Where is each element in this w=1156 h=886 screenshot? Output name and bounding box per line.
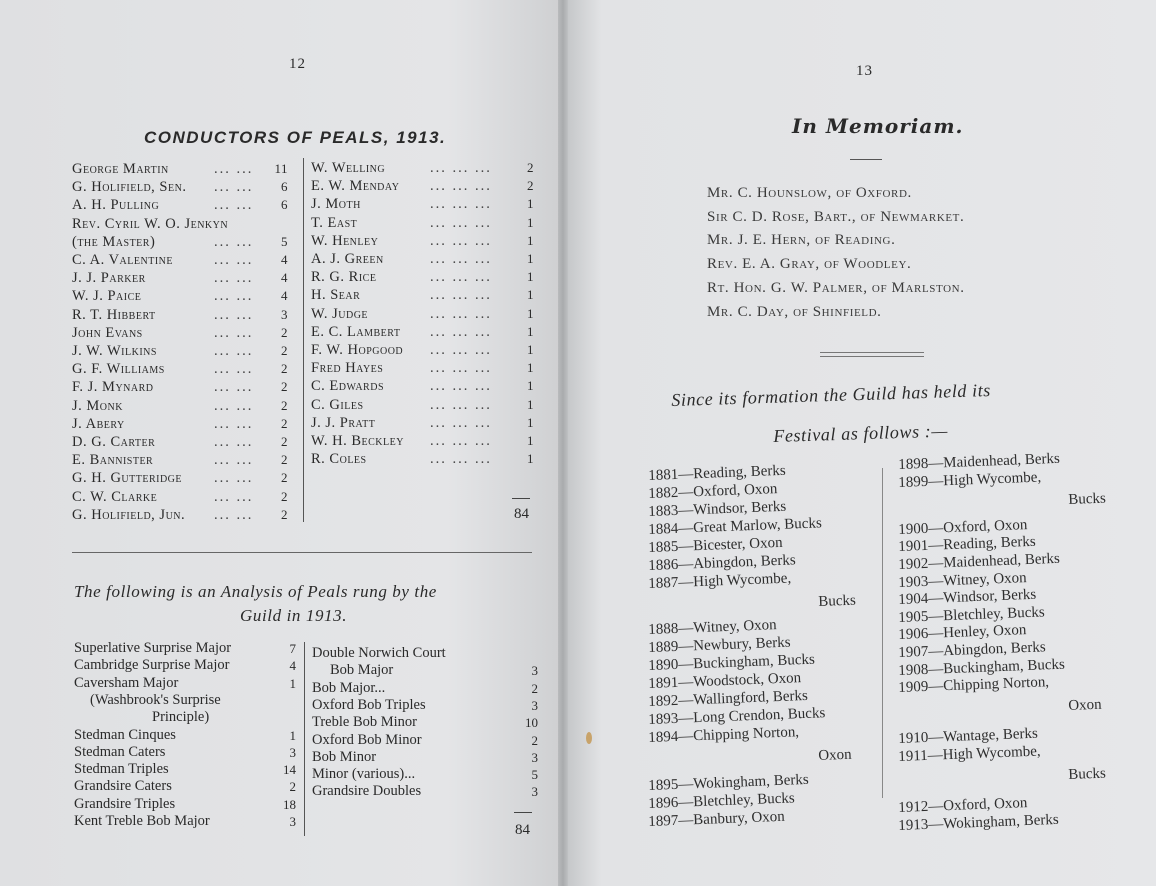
method-name: Grandsire Doubles	[312, 783, 422, 800]
festival-entry: 1902—Maidenhead, Berks	[898, 550, 1061, 573]
analysis-row	[330, 662, 546, 679]
festival-entry: Oxon	[1068, 696, 1102, 714]
leader-dots: ... ...	[214, 306, 254, 323]
conductor-name: D. G. Carter	[72, 434, 156, 450]
analysis-row	[90, 692, 304, 709]
conductor-name: R. G. Rice	[311, 269, 377, 286]
conductor-name: F. W. Hopgood	[311, 342, 404, 358]
festival-entry: 1909—Chipping Norton,	[898, 674, 1050, 697]
conductor-count: 11	[274, 161, 288, 176]
method-name: Principle)	[152, 709, 210, 726]
festival-entry: 1900—Oxford, Oxon	[898, 516, 1028, 538]
conductor-name: C. A. Valentine	[72, 252, 173, 268]
conductor-count: 2	[281, 343, 288, 358]
conductor-row	[72, 160, 290, 178]
conductor-row	[72, 360, 290, 378]
conductor-row	[311, 232, 536, 250]
festival-entry: 1888—Witney, Oxon	[648, 617, 777, 638]
leader-dots: ... ...	[214, 288, 254, 305]
conductor-count: 1	[527, 305, 534, 321]
festival-entry: 1907—Abingdon, Berks	[898, 639, 1047, 661]
festival-entry: 1912—Oxford, Oxon	[898, 795, 1028, 817]
method-name: Bob Major	[330, 662, 394, 679]
leader-dots: ... ...	[214, 270, 254, 287]
method-name: Grandsire Triples	[74, 795, 176, 812]
conductor-count: 1	[527, 251, 534, 266]
leader-dots: ... ... ...	[430, 178, 492, 195]
festival-entry: 1889—Newbury, Berks	[648, 634, 791, 656]
leader-dots: ... ... ...	[430, 232, 492, 249]
conductor-count: 2	[527, 160, 534, 175]
analysis-row	[74, 657, 304, 674]
conductor-name: George Martin	[72, 161, 169, 177]
conductor-name: A. H. Pulling	[72, 197, 160, 214]
memoriam-entry: Rev. E. A. Gray, of Woodley.	[707, 256, 912, 273]
festival-entry: 1892—Wallingford, Berks	[648, 687, 809, 710]
leader-dots: ... ...	[214, 488, 254, 505]
conductor-count: 2	[527, 178, 534, 194]
conductor-row	[72, 506, 290, 524]
analysis-row	[74, 778, 304, 795]
conductor-name: W. Henley	[311, 232, 379, 249]
analysis-row	[312, 766, 546, 783]
leader-dots: ... ...	[214, 379, 254, 396]
conductor-name: W. J. Paice	[72, 288, 142, 305]
conductor-name: Fred Hayes	[311, 360, 384, 377]
analysis-row	[152, 709, 304, 726]
conductor-name: J. Monk	[72, 397, 123, 414]
conductor-count: 2	[281, 434, 288, 449]
conductor-row	[72, 196, 290, 214]
festival-entry: Bucks	[1068, 490, 1107, 509]
leader-dots: ... ...	[214, 343, 254, 359]
festival-entry: 1887—High Wycombe,	[648, 570, 792, 592]
conductor-count: 2	[281, 488, 288, 504]
conductor-name: F. J. Mynard	[72, 379, 154, 396]
festival-entry: Bucks	[1068, 765, 1107, 783]
conductor-row	[72, 469, 290, 487]
conductor-count: 1	[527, 269, 534, 285]
method-count: 3	[531, 749, 538, 765]
festival-entry: 1898—Maidenhead, Berks	[898, 450, 1061, 473]
method-count: 2	[289, 779, 296, 795]
leader-dots: ... ...	[214, 397, 254, 414]
festival-entry: 1910—Wantage, Berks	[898, 726, 1039, 748]
analysis-row	[74, 675, 304, 692]
conductor-count: 2	[281, 470, 288, 486]
festival-entry: 1883—Windsor, Berks	[648, 498, 787, 520]
method-count: 3	[531, 663, 538, 679]
conductors-title: CONDUCTORS OF PEALS, 1913.	[144, 128, 447, 147]
section-divider	[72, 552, 532, 553]
method-count: 2	[531, 680, 538, 696]
memoriam-entry: Mr. C. Hounslow, of Oxford.	[707, 185, 912, 201]
method-name: Stedman Triples	[74, 761, 169, 778]
leader-dots: ... ... ...	[430, 305, 492, 322]
conductor-row	[311, 159, 536, 177]
conductor-name: J. W. Wilkins	[72, 343, 157, 359]
conductor-row	[72, 342, 290, 360]
method-count: 3	[531, 784, 538, 800]
method-name: Treble Bob Minor	[312, 714, 417, 731]
conductor-count: 1	[527, 396, 534, 412]
ornament-rule-bottom	[820, 356, 924, 357]
conductor-count: 2	[281, 379, 288, 395]
festival-entry: 1897—Banbury, Oxon	[648, 808, 786, 830]
analysis-row	[312, 680, 546, 697]
analysis-total-rule	[514, 812, 532, 813]
conductor-count: 5	[281, 233, 288, 249]
conductor-row	[72, 397, 290, 415]
analysis-row	[74, 796, 304, 813]
conductor-name: J. Abery	[72, 415, 125, 432]
conductor-count: 2	[281, 361, 288, 377]
conductor-count: 3	[281, 306, 288, 322]
conductor-name: J. Moth	[311, 196, 361, 213]
leader-dots: ... ... ...	[430, 160, 492, 176]
conductor-row	[311, 323, 536, 341]
conductor-name: E. C. Lambert	[311, 323, 401, 340]
leader-dots: ... ... ...	[430, 378, 492, 395]
conductor-name: C. Edwards	[311, 378, 385, 395]
method-name: Oxford Bob Minor	[312, 731, 422, 748]
conductor-name: G. F. Williams	[72, 361, 165, 378]
conductor-count: 1	[527, 196, 534, 212]
leader-dots: ... ...	[214, 324, 254, 341]
conductor-row	[311, 396, 536, 414]
conductors-total: 84	[514, 506, 529, 522]
memoriam-entry: Mr. C. Day, of Shinfield.	[707, 303, 882, 320]
paper-stain	[586, 732, 592, 744]
leader-dots: ... ...	[214, 233, 254, 250]
conductor-count: 1	[527, 360, 534, 376]
conductor-row	[72, 488, 290, 506]
festival-entry: 1884—Great Marlow, Bucks	[648, 515, 823, 538]
method-count: 1	[289, 727, 296, 743]
analysis-title-line2: Guild in 1913.	[240, 606, 348, 625]
festivals-divider	[882, 468, 883, 798]
conductor-name: C. Giles	[311, 396, 364, 413]
method-name: Superlative Surprise Major	[74, 640, 232, 656]
festival-entry: 1894—Chipping Norton,	[648, 724, 800, 746]
festival-entry: 1903—Witney, Oxon	[898, 569, 1027, 591]
festival-entry: 1893—Long Crendon, Bucks	[648, 705, 826, 728]
festival-entry: 1901—Reading, Berks	[898, 534, 1036, 556]
conductor-count: 2	[281, 415, 288, 431]
conductor-row	[72, 433, 290, 451]
method-count: 5	[531, 767, 538, 783]
conductor-count: 2	[281, 452, 288, 468]
conductor-name: John Evans	[72, 324, 143, 341]
conductor-row	[72, 233, 290, 251]
conductor-row	[311, 432, 536, 450]
conductor-count: 1	[527, 414, 534, 430]
conductor-row	[72, 215, 290, 233]
memoriam-rule	[850, 159, 882, 160]
leader-dots: ... ...	[214, 506, 254, 523]
analysis-total: 84	[515, 822, 530, 838]
festival-entry: Oxon	[818, 746, 852, 764]
festival-entry: 1896—Bletchley, Bucks	[648, 790, 796, 812]
conductor-count: 2	[281, 324, 288, 340]
method-count: 2	[531, 732, 538, 748]
conductor-row	[72, 269, 290, 287]
conductor-row	[72, 306, 290, 324]
conductor-count: 1	[527, 232, 534, 248]
leader-dots: ... ... ...	[430, 360, 492, 377]
leader-dots: ... ... ...	[430, 287, 492, 304]
analysis-row	[312, 749, 546, 766]
conductor-count: 1	[527, 433, 534, 448]
conductor-row	[311, 195, 536, 213]
festival-entry: 1895—Wokingham, Berks	[648, 771, 809, 794]
analysis-row	[312, 697, 546, 714]
conductor-name: C. W. Clarke	[72, 488, 158, 505]
method-count: 1	[289, 675, 296, 691]
analysis-row	[74, 640, 304, 657]
festival-intro-line1: Since its formation the Guild has held its	[671, 379, 992, 410]
leader-dots: ... ... ...	[430, 342, 492, 358]
method-count: 14	[283, 762, 296, 778]
festival-intro-line2: Festival as follows :—	[773, 420, 949, 446]
conductor-name: A. J. Green	[311, 251, 384, 267]
conductor-count: 4	[281, 270, 288, 286]
conductor-count: 1	[527, 214, 534, 230]
analysis-row	[74, 727, 304, 744]
conductor-name: R. T. Hibbert	[72, 306, 156, 323]
conductor-count: 1	[527, 451, 534, 467]
method-name: Double Norwich Court	[312, 645, 446, 661]
method-count: 18	[283, 796, 296, 812]
method-name: (Washbrook's Surprise	[90, 691, 221, 708]
method-name: Kent Treble Bob Major	[74, 813, 210, 829]
memoriam-entry: Sir C. D. Rose, Bart., of Newmarket.	[707, 208, 965, 225]
method-name: Bob Major...	[312, 679, 386, 696]
leader-dots: ... ... ...	[430, 196, 492, 213]
conductor-count: 4	[281, 252, 288, 267]
festival-entry: 1908—Buckingham, Bucks	[898, 656, 1066, 679]
leader-dots: ... ...	[214, 452, 254, 469]
conductors-divider	[303, 158, 304, 522]
method-name: Grandsire Caters	[74, 778, 172, 795]
conductor-name: R. Coles	[311, 451, 367, 468]
conductor-name: G. H. Gutteridge	[72, 470, 183, 487]
conductor-row	[311, 268, 536, 286]
leader-dots: ... ...	[214, 434, 254, 450]
method-count: 3	[289, 814, 296, 829]
method-count: 4	[289, 658, 296, 674]
conductor-name: W. Welling	[311, 160, 386, 176]
leader-dots: ... ... ...	[430, 451, 492, 468]
conductor-name: W. H. Beckley	[311, 433, 404, 449]
conductor-row	[311, 214, 536, 232]
method-count: 3	[289, 744, 296, 760]
conductor-row	[311, 377, 536, 395]
conductor-row	[311, 286, 536, 304]
conductor-row	[72, 415, 290, 433]
conductor-row	[72, 451, 290, 469]
conductor-count: 2	[281, 397, 288, 413]
conductor-row	[311, 250, 536, 268]
memoriam-entry: Rt. Hon. G. W. Palmer, of Marlston.	[707, 279, 965, 296]
leader-dots: ... ... ...	[430, 269, 492, 286]
leader-dots: ... ...	[214, 470, 254, 487]
leader-dots: ... ...	[214, 179, 254, 196]
festival-entry: 1882—Oxford, Oxon	[648, 481, 778, 502]
conductor-name: W. Judge	[311, 305, 369, 322]
conductor-name: (the Master)	[72, 233, 156, 250]
conductor-row	[311, 414, 536, 432]
analysis-row	[74, 813, 304, 830]
leader-dots: ... ... ...	[430, 414, 492, 431]
festival-entry: 1913—Wokingham, Berks	[898, 811, 1059, 834]
leader-dots: ... ... ...	[430, 396, 492, 413]
conductor-name: J. J. Pratt	[311, 414, 376, 431]
festival-entry: 1881—Reading, Berks	[648, 462, 786, 484]
leader-dots: ... ... ...	[430, 214, 492, 231]
conductor-name: E. Bannister	[72, 452, 154, 469]
festival-entry: 1890—Buckingham, Bucks	[648, 651, 816, 674]
method-name: Bob Minor	[312, 748, 377, 765]
conductor-row	[311, 177, 536, 195]
conductor-row	[311, 450, 536, 468]
festival-entry: 1885—Bicester, Oxon	[648, 534, 783, 556]
festival-entry: 1886—Abingdon, Berks	[648, 552, 797, 574]
leader-dots: ... ...	[214, 161, 254, 177]
analysis-title-line1: The following is an Analysis of Peals rung by the	[74, 582, 437, 601]
conductor-row	[72, 178, 290, 196]
conductor-count: 1	[527, 323, 534, 339]
festival-entry: 1906—Henley, Oxon	[898, 622, 1027, 644]
festival-entry: 1904—Windsor, Berks	[898, 586, 1037, 609]
festival-entry: 1891—Woodstock, Oxon	[648, 670, 802, 692]
method-count: 7	[289, 641, 296, 656]
conductor-name: T. East	[311, 214, 358, 231]
leader-dots: ... ...	[214, 415, 254, 432]
page-number-left: 12	[289, 56, 306, 72]
leader-dots: ... ... ...	[430, 433, 492, 449]
method-name: Cambridge Surprise Major	[74, 657, 230, 674]
method-name: Minor (various)...	[312, 766, 416, 783]
festival-entry: 1911—High Wycombe,	[898, 743, 1041, 765]
analysis-row	[312, 732, 546, 749]
leader-dots: ... ... ...	[430, 323, 492, 340]
method-count: 3	[531, 697, 538, 713]
analysis-row	[312, 714, 546, 731]
memoriam-entry: Mr. J. E. Hern, of Reading.	[707, 232, 896, 249]
method-name: Caversham Major	[74, 674, 179, 691]
conductor-count: 2	[281, 506, 288, 522]
method-name: Stedman Caters	[74, 743, 166, 760]
leader-dots: ... ...	[214, 361, 254, 378]
conductor-name: G. Holifield, Jun.	[72, 506, 186, 523]
conductor-row	[72, 324, 290, 342]
page-number-right: 13	[856, 63, 873, 79]
conductor-row	[72, 287, 290, 305]
analysis-row	[74, 761, 304, 778]
method-count: 10	[525, 715, 538, 731]
ornament-rule-top	[820, 352, 924, 353]
conductor-row	[311, 359, 536, 377]
analysis-row	[312, 645, 546, 662]
conductor-count: 1	[527, 287, 534, 303]
method-name: Oxford Bob Triples	[312, 696, 426, 713]
analysis-row	[74, 744, 304, 761]
conductor-name: G. Holifield, Sen.	[72, 179, 187, 196]
leader-dots: ... ...	[214, 197, 254, 214]
conductor-count: 1	[527, 342, 534, 357]
leader-dots: ... ...	[214, 252, 254, 268]
conductor-row	[311, 305, 536, 323]
conductor-row	[72, 378, 290, 396]
analysis-divider	[304, 642, 305, 836]
conductor-count: 4	[281, 288, 288, 304]
memoriam-title: In Memoriam.	[792, 114, 964, 138]
festival-entry: Bucks	[818, 592, 857, 610]
conductor-row	[311, 341, 536, 359]
festival-entry: 1899—High Wycombe,	[898, 469, 1042, 491]
conductor-name: H. Sear	[311, 287, 361, 304]
analysis-row	[312, 783, 546, 800]
festival-entry: 1905—Bletchley, Bucks	[898, 604, 1046, 626]
conductor-count: 6	[281, 179, 288, 195]
conductor-name: Rev. Cyril W. O. Jenkyn	[72, 215, 229, 232]
conductor-row	[72, 251, 290, 269]
conductors-total-rule	[512, 498, 530, 499]
conductor-name: E. W. Menday	[311, 178, 400, 195]
book-gutter	[558, 0, 568, 886]
conductor-name: J. J. Parker	[72, 270, 146, 287]
method-name: Stedman Cinques	[74, 726, 176, 743]
leader-dots: ... ... ...	[430, 251, 492, 267]
conductor-count: 6	[281, 197, 288, 213]
conductor-count: 1	[527, 378, 534, 394]
